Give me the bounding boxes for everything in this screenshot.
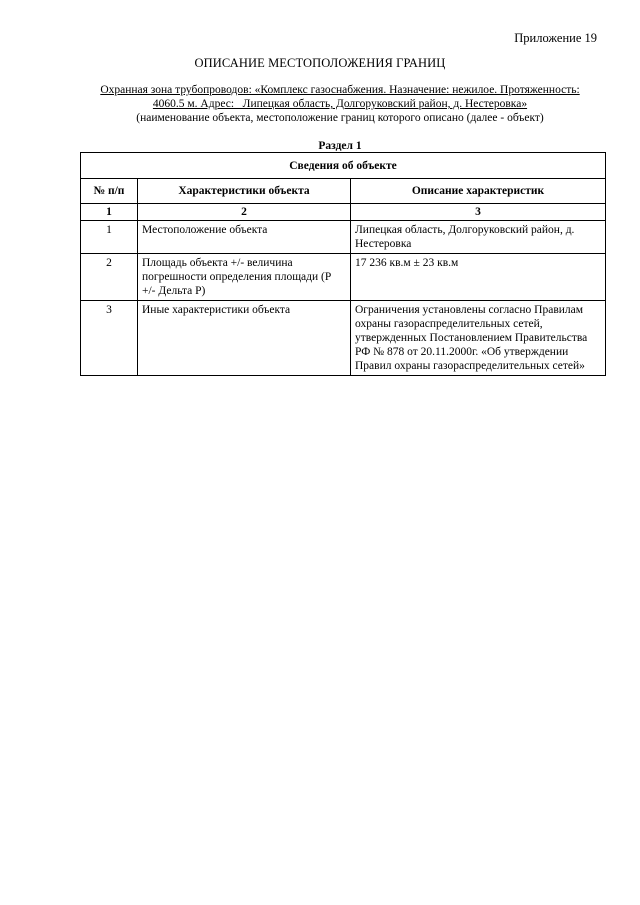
table-row <box>81 254 606 301</box>
row-characteristic: Иные характеристики объекта <box>138 301 351 376</box>
header-number: № п/п <box>81 179 138 204</box>
index-col-1: 1 <box>81 204 138 221</box>
table-caption-row <box>81 153 606 179</box>
table-row <box>81 221 606 254</box>
object-name <box>70 83 610 111</box>
object-caption: (наименование объекта, местоположение границ которого описано (далее - объект) <box>136 112 544 124</box>
row-number: 2 <box>81 254 138 301</box>
table-header-row <box>81 179 606 204</box>
index-col-2: 2 <box>138 204 351 221</box>
row-description: Ограничения установлены согласно Правилам охраны газораспределительных сетей, утвержденных Постановлением Правительства РФ № 878 от 20.11.2000г. «Об утверждении Правил охраны газораспределительных сетей» <box>351 301 606 376</box>
table-caption: Сведения об объекте <box>81 153 606 179</box>
row-characteristic: Местоположение объекта <box>138 221 351 254</box>
table-row <box>81 301 606 376</box>
header-characteristic: Характеристики объекта <box>138 179 351 204</box>
row-characteristic: Площадь объекта +/- величина погрешности определения площади (Р +/- Дельта Р) <box>138 254 351 301</box>
row-number: 3 <box>81 301 138 376</box>
appendix-number: Приложение 19 <box>514 31 597 45</box>
section-title: Раздел 1 <box>318 140 362 152</box>
row-description: 17 236 кв.м ± 23 кв.м <box>351 254 606 301</box>
table-index-row <box>81 204 606 221</box>
header-description: Описание характеристик <box>351 179 606 204</box>
object-info-table <box>80 152 606 376</box>
index-col-3: 3 <box>351 204 606 221</box>
object-name-line-1: Охранная зона трубопроводов: «Комплекс газоснабжения. Назначение: нежилое. Протяженность: <box>100 84 580 96</box>
object-name-line-2: 4060.5 м. Адрес: Липецкая область, Долгоруковский район, д. Нестеровка» <box>152 98 528 110</box>
document-title: ОПИСАНИЕ МЕСТОПОЛОЖЕНИЯ ГРАНИЦ <box>194 56 446 70</box>
row-description: Липецкая область, Долгоруковский район, д. Нестеровка <box>351 221 606 254</box>
row-number: 1 <box>81 221 138 254</box>
